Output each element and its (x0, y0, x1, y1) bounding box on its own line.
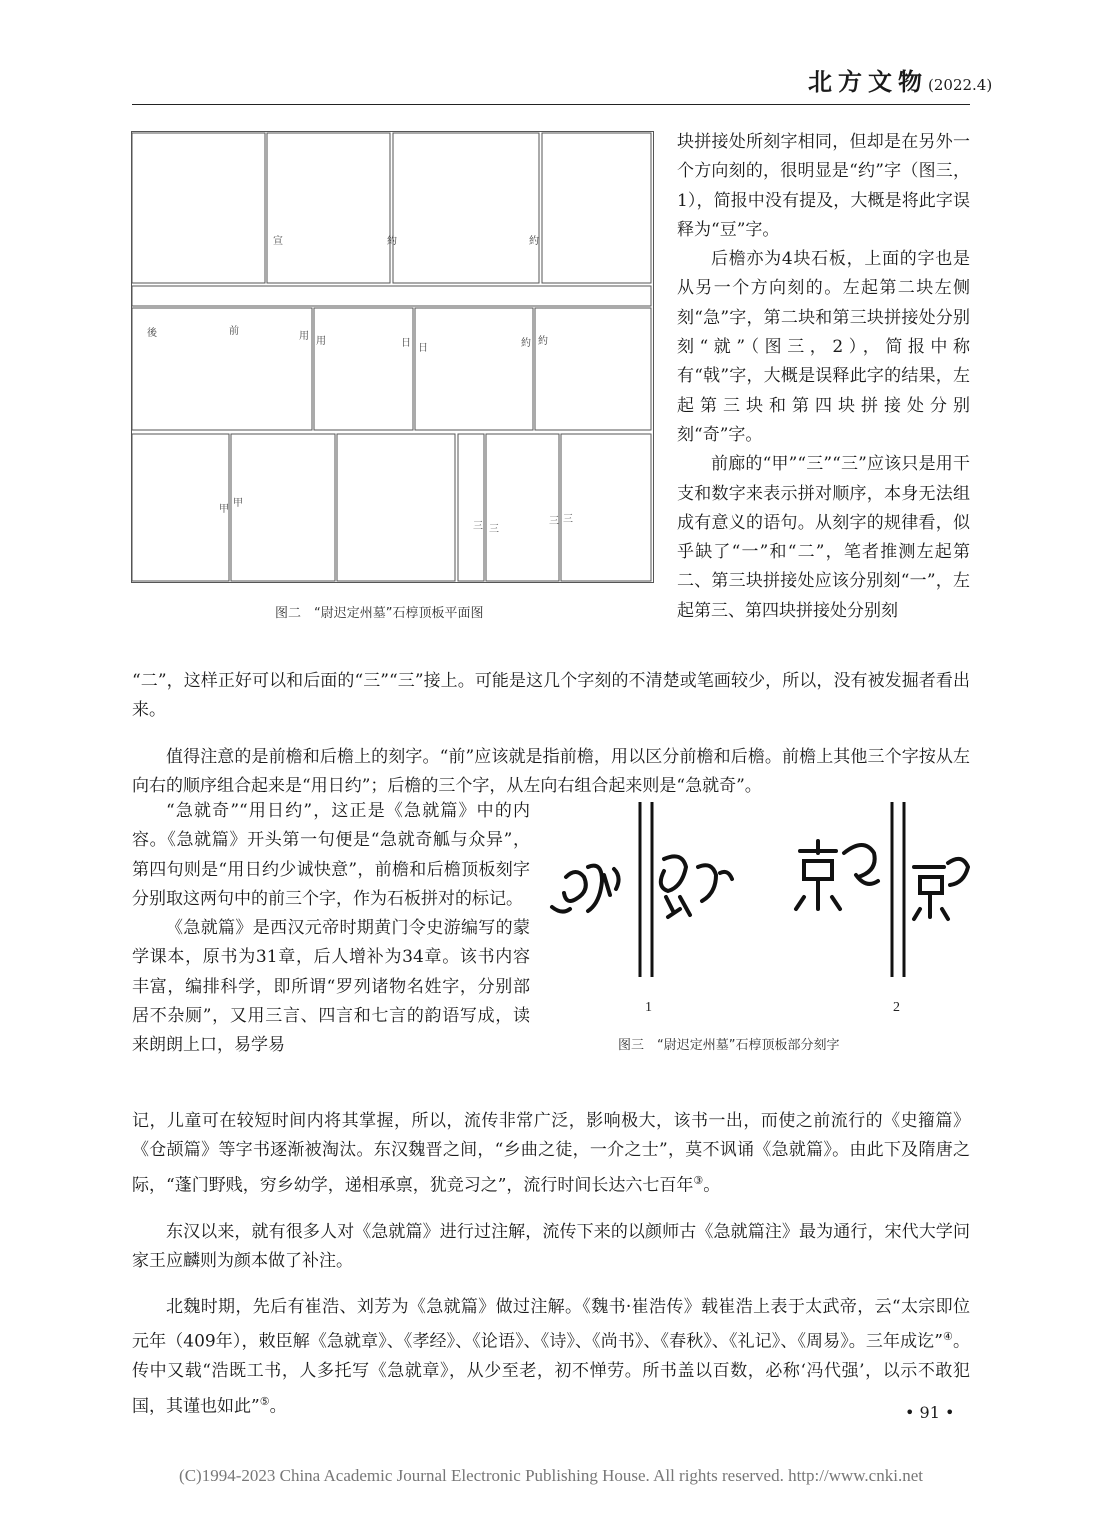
journal-name: 北方文物 (808, 67, 928, 96)
paragraph: 前廊的“甲”“三”“三”应该只是用干支和数字来表示拼对顺序，本身无法组成有意义的语句。从刻字的规律看，似乎缺了“一”和“二”，笔者推测左起第二、第三块拼接处应该分别刻“一”，左起第三、第四块拼接处分别刻 (677, 454, 970, 621)
paragraph-text: 。 (703, 1175, 721, 1196)
paragraph-text: 。 (269, 1396, 287, 1417)
journal-title (808, 62, 992, 97)
mark-mid-6: 日 (418, 343, 428, 354)
mark-top-2: 約 (387, 236, 397, 247)
figure-3-caption: 图三 “尉迟定州墓”石椁顶板部分刻字 (618, 1038, 840, 1053)
figure-3-label-2: 2 (893, 1000, 900, 1015)
paragraph: “二”，这样正好可以和后面的“三”“三”接上。可能是这几个字刻的不清楚或笔画较少，所以，没有被发掘者看出来。 (132, 671, 970, 721)
paragraph: 《急就篇》是西汉元帝时期黄门令史游编写的蒙学课本，原书为31章，后人增补为34章。该书内容丰富，编排科学，即所谓“罗列诸物名姓字，分别部居不杂厕”，又用三言、四言和七言的韵语写成，读来朗朗上口，易学易 (132, 918, 530, 1056)
mark-mid-8: 約 (538, 336, 548, 347)
page-number: • 91 • (905, 1403, 955, 1422)
figure-3-label-1: 1 (645, 1000, 652, 1015)
header-rule (132, 104, 970, 105)
footnote-ref[interactable]: ③ (693, 1173, 704, 1187)
right-column-text (677, 128, 970, 626)
full-text-a (132, 650, 970, 818)
footnote-ref[interactable]: ⑤ (259, 1394, 270, 1408)
mark-mid-7: 約 (521, 338, 531, 349)
paragraph (132, 1107, 970, 1201)
mark-mid-5: 日 (401, 338, 411, 349)
journal-issue: (2022.4) (928, 76, 993, 94)
mark-mid-3: 用 (299, 331, 309, 342)
paragraph: 东汉以来，就有很多人对《急就篇》进行过注解，流传下来的以颜师古《急就篇注》最为通行，宋代大学问家王应麟则为颜本做了补注。 (132, 1221, 970, 1271)
mark-top-1: 宣 (273, 236, 283, 247)
mark-bot-4: 三 (489, 524, 499, 535)
left-column-text (132, 797, 530, 1061)
mark-top-3: 約 (529, 236, 539, 247)
figure-3-drawing (548, 797, 970, 1017)
paragraph: “急就奇”“用日约”，这正是《急就篇》中的内容。《急就篇》开头第一句便是“急就奇觚与众异”，第四句则是“用日约少诚快意”，前檐和后檐顶板刻字分别取这两句中的前三个字，作为石板拼对的标记。 (132, 801, 530, 909)
mark-bot-6: 三 (563, 514, 573, 525)
mark-bot-2: 甲 (233, 498, 243, 509)
full-text-b (132, 1090, 970, 1439)
figure-2-caption: 图二 “尉迟定州墓”石椁顶板平面图 (275, 606, 484, 621)
mark-mid-1: 後 (147, 328, 157, 339)
mark-bot-5: 三 (549, 516, 559, 527)
paragraph-text: 。传中又载“浩既工书，人多托写《急就章》，从少至老，初不惮劳。所书盖以百数，必称‘冯代强’，以示不敢犯国，其谨也如此” (132, 1332, 970, 1417)
paragraph: 块拼接处所刻字相同，但却是在另外一个方向刻的，很明显是“约”字（图三，1），简报中没有提及，大概是将此字误释为“豆”字。 (677, 132, 970, 240)
paragraph: 后檐亦为4块石板，上面的字也是从另一个方向刻的。左起第二块左侧刻“急”字，第二块和第三块拼接处分别刻“就”（图三，2），简报中称有“戟”字，大概是误释此字的结果，左起第三块和第四块拼接处分别刻“奇”字。 (677, 249, 970, 445)
copyright-footer: (C)1994-2023 China Academic Journal Electronic Publishing House. All rights reserved. http://www.cnki.net (179, 1466, 923, 1485)
figure-2-drawing (131, 131, 654, 583)
footnote-ref[interactable]: ④ (942, 1330, 953, 1344)
mark-bot-1: 甲 (219, 504, 229, 515)
paragraph: 值得注意的是前檐和后檐上的刻字。“前”应该就是指前檐，用以区分前檐和后檐。前檐上其他三个字按从左向右的顺序组合起来是“用日约”；后檐的三个字，从左向右组合起来则是“急就奇”。 (132, 746, 970, 796)
figure-3-rubbings (548, 797, 970, 1017)
mark-mid-4: 用 (316, 336, 326, 347)
figure-2-plan (131, 131, 654, 583)
paragraph (132, 1293, 970, 1422)
mark-mid-2: 前 (229, 326, 239, 337)
mark-bot-3: 三 (473, 521, 483, 532)
paragraph-text: 北魏时期，先后有崔浩、刘芳为《急就篇》做过注解。《魏书·崔浩传》载崔浩上表于太武帝，云“太宗即位元年（409年），敕臣解《急就章》、《孝经》、《论语》、《诗》、《尚书》、《春秋》、《礼记》、《周易》。三年成讫” (132, 1297, 970, 1353)
paragraph-text: 记，儿童可在较短时间内将其掌握，所以，流传非常广泛，影响极大，该书一出，而使之前流行的《史籀篇》《仓颉篇》等字书逐渐被淘汰。东汉魏晋之间，“乡曲之徒，一介之士”，莫不讽诵《急就篇》。由此下及隋唐之际，“蓬门野贱，穷乡幼学，递相承禀，犹竞习之”，流行时间长达六七百年 (132, 1111, 970, 1196)
